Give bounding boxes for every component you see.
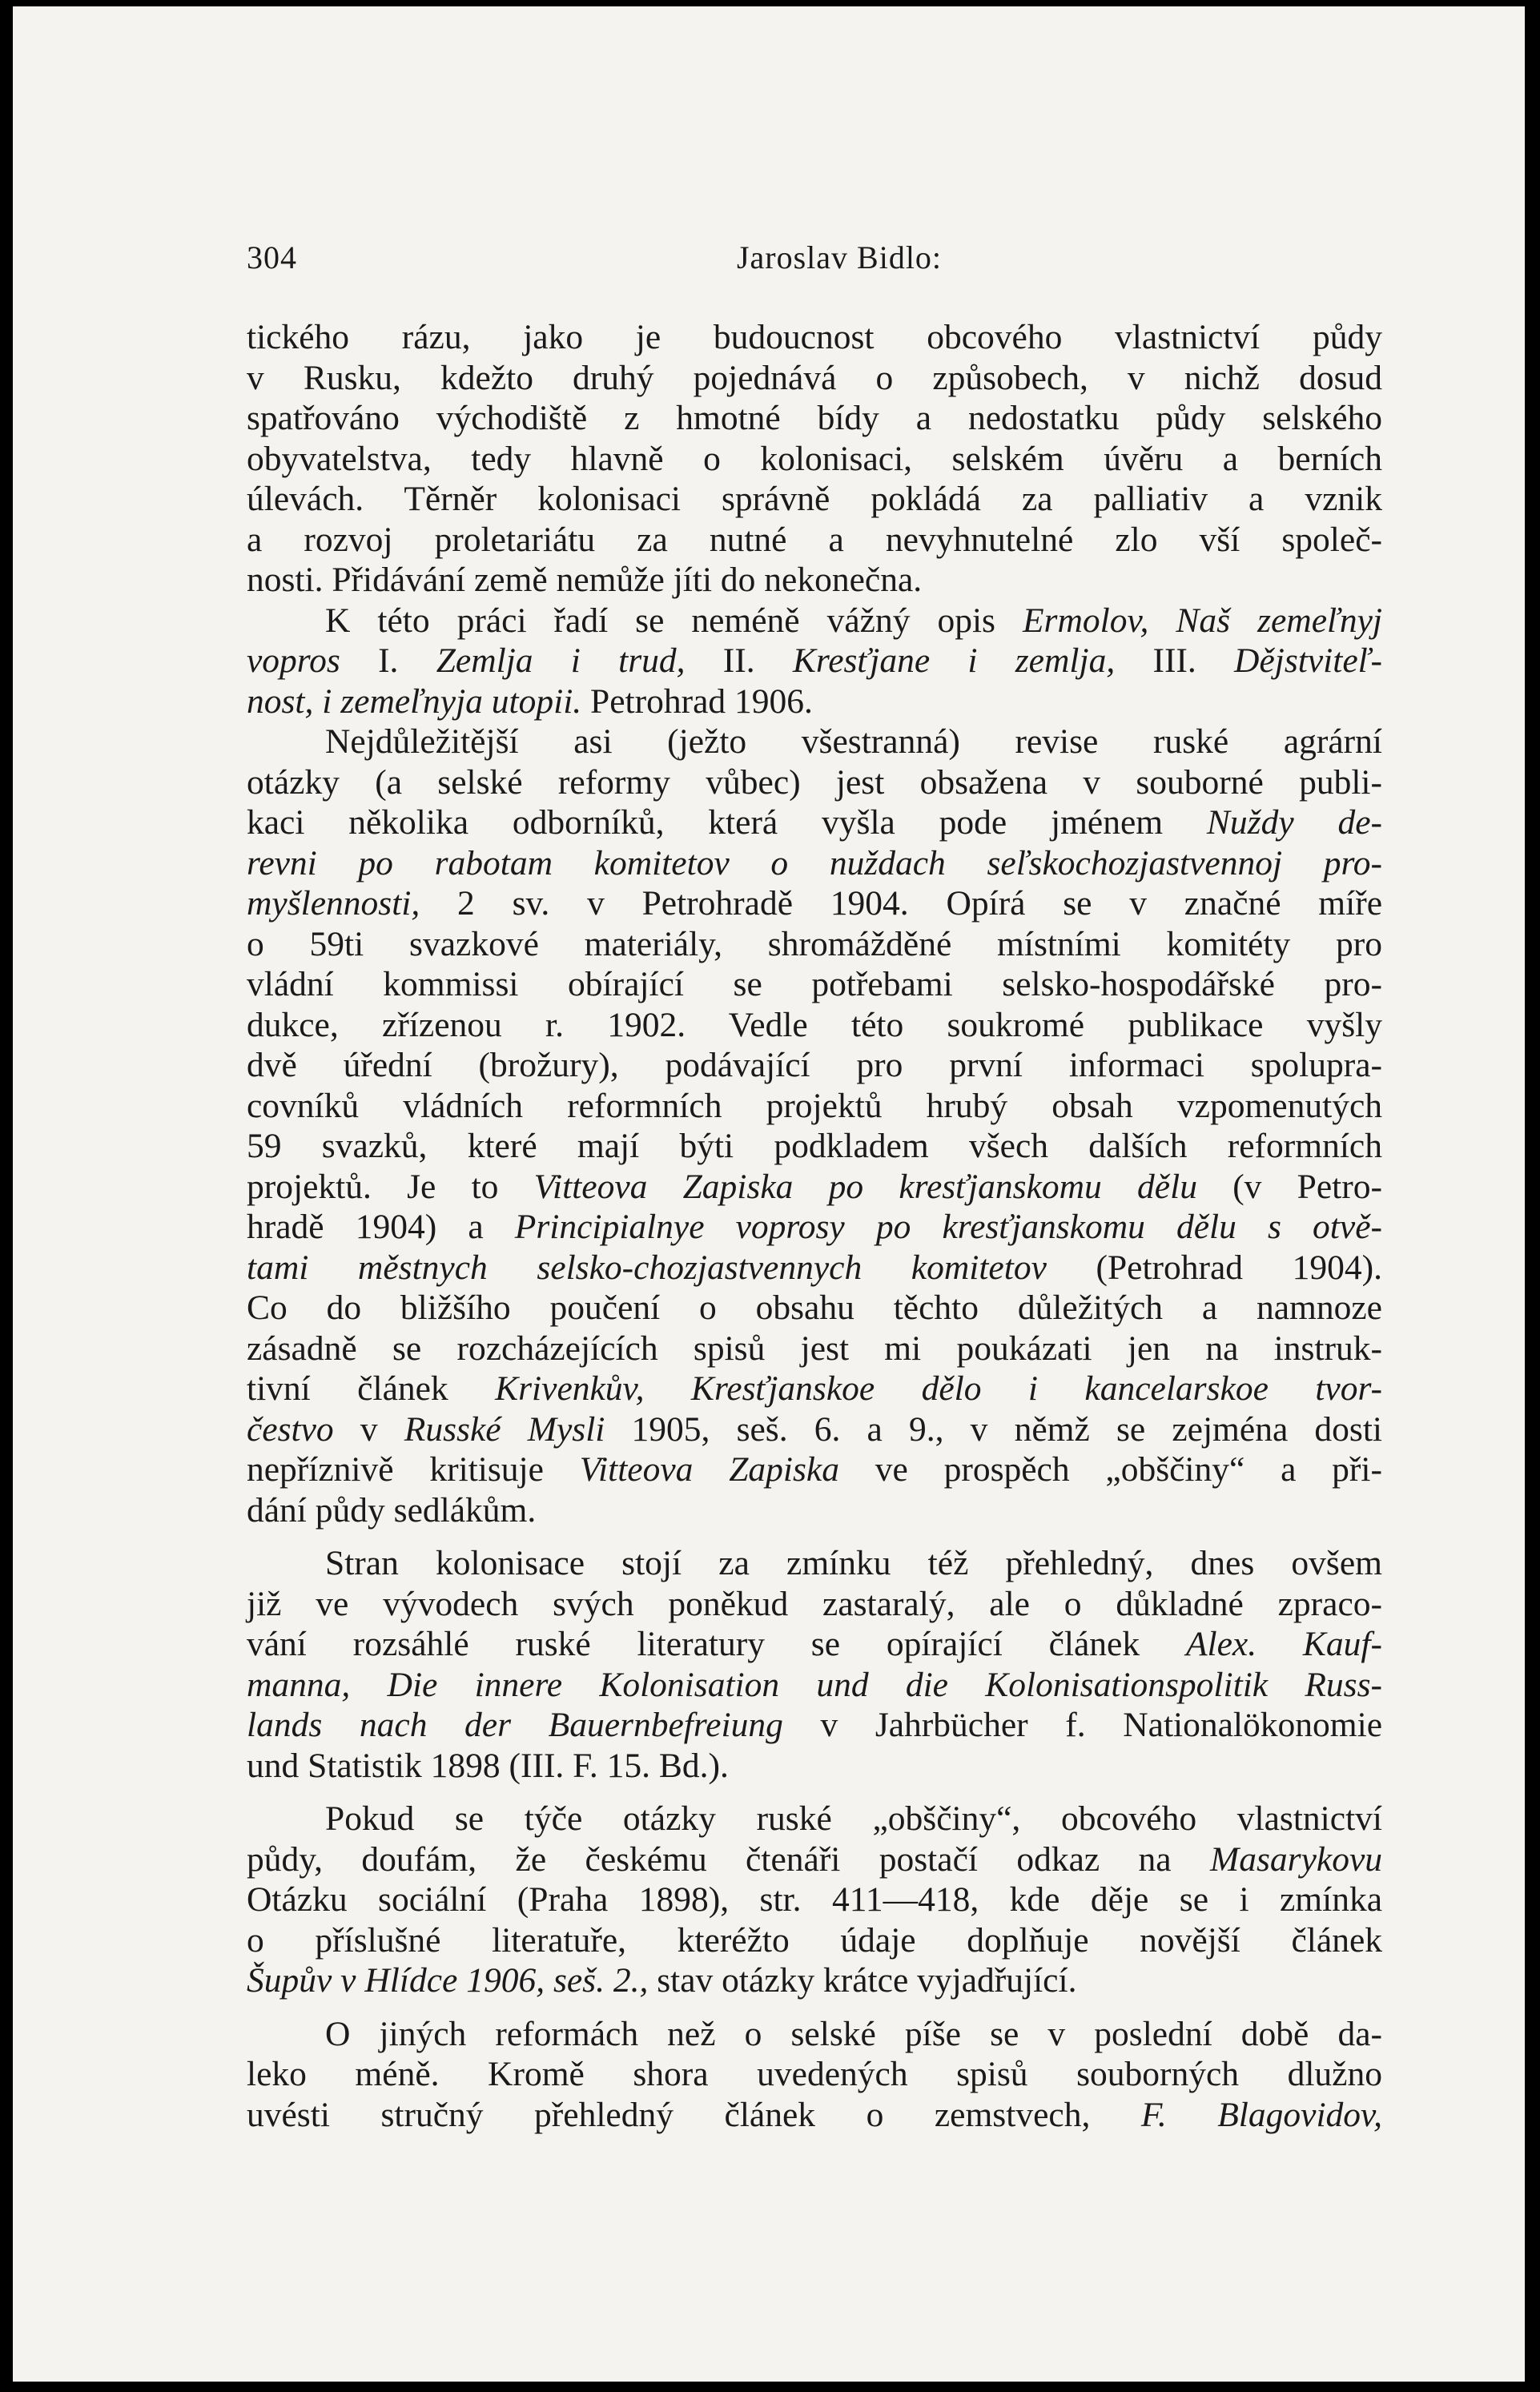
text-line: nepříznivě kritisuje Vitteova Zapiska ve prospěch „obščiny“ a při-: [247, 1450, 1382, 1489]
text-line: projektů. Je to Vitteova Zapiska po kresťjanskomu dělu (v Petro-: [247, 1167, 1382, 1206]
text-line: tami městnych selsko-chozjastvennych komitetov (Petrohrad 1904).: [247, 1248, 1382, 1287]
text-line: spatřováno východiště z hmotné bídy a nedostatku půdy selského: [247, 399, 1382, 437]
text-line: dvě úřední (brožury), podávající pro první informaci spolupra-: [247, 1046, 1382, 1084]
text-line: již ve vývodech svých poněkud zastaralý, ale o důkladné zpraco-: [247, 1584, 1382, 1623]
text-line: Stran kolonisace stojí za zmínku též přehledný, dnes ovšem: [325, 1544, 1382, 1582]
text-line: hradě 1904) a Principialnye voprosy po kresťjanskomu dělu s otvě-: [247, 1208, 1382, 1246]
text-line: Co do bližšího poučení o obsahu těchto důležitých a namnoze: [247, 1288, 1382, 1327]
text-line: vládní kommissi obírající se potřebami selsko-hospodářské pro-: [247, 965, 1382, 1003]
book-page: [13, 6, 1525, 2382]
text-line: nosti. Přidávání země nemůže jíti do nekonečna.: [247, 561, 923, 599]
text-line: uvésti stručný přehledný článek o zemstvech, F. Blagovidov,: [247, 2095, 1382, 2134]
text-line: Otázku sociální (Praha 1898), str. 411—418, kde děje se i zmínka: [247, 1880, 1382, 1919]
text-line: leko méně. Kromě shora uvedených spisů souborných dlužno: [247, 2055, 1382, 2093]
text-line: otázky (a selské reformy vůbec) jest obsažena v souborné publi-: [247, 762, 1382, 802]
text-line: K této práci řadí se neméně vážný opis Ermolov, Naš zemeľnyj: [325, 601, 1382, 640]
text-line: revni po rabotam komitetov o nuždach seľskochozjastvennoj pro-: [247, 843, 1382, 882]
text-line: nost, i zemeľnyja utopii. Petrohrad 1906.: [247, 681, 813, 721]
text-line: tivní článek Krivenkův, Kresťjanskoe dělo i kancelarskoe tvor-: [247, 1369, 1383, 1408]
text-line: kaci několika odborníků, která vyšla pode jménem Nuždy de-: [247, 803, 1383, 842]
text-line: manna, Die innere Kolonisation und die Kolonisationspolitik Russ-: [247, 1665, 1382, 1704]
text-line: o příslušné literatuře, kteréžto údaje doplňuje novější článek: [247, 1920, 1382, 1960]
text-line: Šupův v Hlídce 1906, seš. 2., stav otázky krátce vyjadřující.: [247, 1961, 1077, 2000]
text-line: dukce, zřízenou r. 1902. Vedle této soukromé publikace vyšly: [247, 1005, 1382, 1044]
text-line: úlevách. Těrněr kolonisaci správně pokládá za palliativ a vznik: [247, 480, 1382, 518]
text-line: a rozvoj proletariátu za nutné a nevyhnutelné zlo vší společ-: [247, 520, 1382, 559]
text-line: lands nach der Bauernbefreiung v Jahrbücher f. Nationalökonomie: [247, 1706, 1382, 1744]
text-line: myšlennosti, 2 sv. v Petrohradě 1904. Opírá se v značné míře: [247, 884, 1382, 923]
text-line: půdy, doufám, že českému čtenáři postačí odkaz na Masarykovu: [247, 1839, 1382, 1879]
text-line: Pokud se týče otázky ruské „obščiny“, obcového vlastnictví: [325, 1799, 1382, 1838]
page-header: [247, 239, 1384, 287]
text-line: O jiných reformách než o selské píše se v poslední době da-: [325, 2014, 1382, 2053]
text-line: tického rázu, jako je budoucnost obcového vlastnictví půdy: [247, 318, 1382, 356]
running-title: Jaroslav Bidlo:: [736, 239, 943, 275]
text-line: v Rusku, kdežto druhý pojednává o způsobech, v nichž dosud: [247, 358, 1382, 397]
text-line: zásadně se rozcházejících spisů jest mi poukázati jen na instruk-: [247, 1329, 1382, 1368]
text-line: vání rozsáhlé ruské literatury se opírající článek Alex. Kauf-: [247, 1625, 1382, 1663]
text-line: covníků vládních reformních projektů hrubý obsah vzpomenutých: [247, 1086, 1382, 1125]
text-line: dání půdy sedlákům.: [247, 1490, 537, 1530]
text-line: obyvatelstva, tedy hlavně o kolonisaci, selském úvěru a berních: [247, 439, 1382, 478]
text-line: 59 svazků, které mají býti podkladem všech dalších reformních: [247, 1127, 1382, 1165]
text-line: o 59ti svazkové materiály, shromážděné místními komitéty pro: [247, 924, 1382, 963]
text-line: vopros I. Zemlja i trud, II. Kresťjane i zemlja, III. Dějstviteľ-: [247, 641, 1382, 680]
text-line: Nejdůležitější asi (ježto všestranná) revise ruské agrární: [325, 722, 1382, 761]
text-line: čestvo v Russké Mysli 1905, seš. 6. a 9., v němž se zejména dosti: [247, 1409, 1383, 1449]
text-line: und Statistik 1898 (III. F. 15. Bd.).: [247, 1746, 729, 1785]
body-text: [247, 317, 1382, 2135]
page-number: 304: [247, 239, 297, 275]
